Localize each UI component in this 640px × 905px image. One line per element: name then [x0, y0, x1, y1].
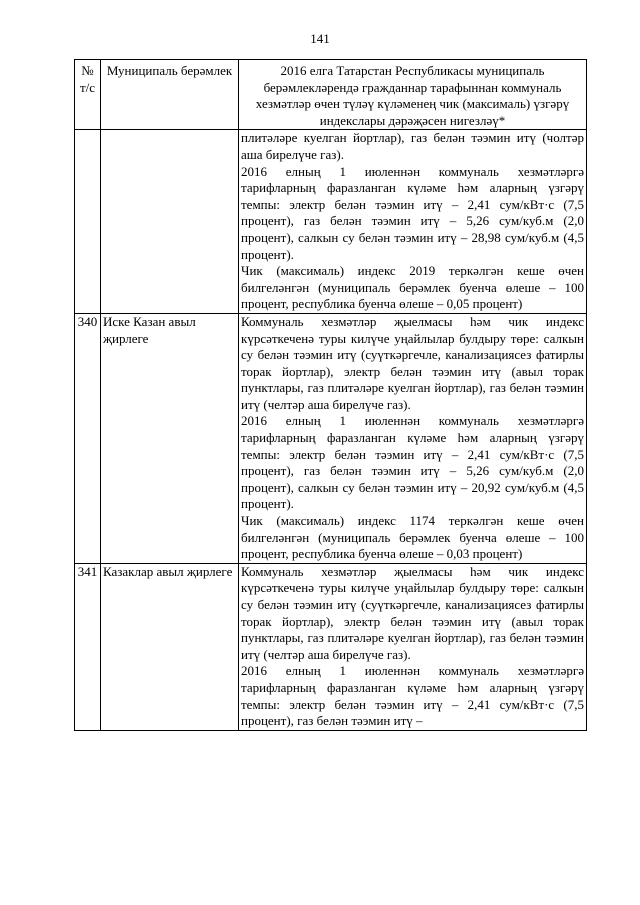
- table-header-row: [75, 60, 587, 130]
- description-paragraph: плитәләре куелган йортлар), газ белән тәэмин итү (чолтәр аша бирелүче газ).: [241, 130, 584, 162]
- cell-description: [239, 563, 587, 730]
- header-description: 2016 елга Татарстан Республикасы муниципаль берәмлекләрендә гражданнар тарафыннан коммуналь хезмәтләр өчен түләү күләменең чик (максималь) үзгәрү индекслары дәрәҗәсен нигезләү*: [239, 60, 587, 130]
- table-row-341: [75, 563, 587, 730]
- cell-description: [239, 313, 587, 563]
- municipality-name: Иске Казан авыл җирлеге: [101, 313, 239, 563]
- description-paragraph: 2016 елның 1 июленнән коммуналь хезмәтләргә тарифларның фаразланган күләме һәм аларның үзгәрү темпы: электр белән тәэмин итү – 2,41 сум/кВт·с (7,5 процент), газ белән тәэмин итү – 5,26 сум/куб.м (2,0 процент), салкын су белән тәэмин итү – 28,98 сум/куб.м (4,5 процент).: [241, 163, 584, 262]
- description-paragraph: Чик (максималь) индекс 1174 теркәлгән кеше өчен билгеләнгән (муниципаль берәмлек буенча өлеше – 100 процент, республика буенча өлеше – 0,03 процент): [241, 513, 584, 562]
- cell-description: [239, 130, 587, 314]
- description-paragraph: 2016 елның 1 июленнән коммуналь хезмәтләргә тарифларның фаразланган күләме һәм аларның үзгәрү темпы: электр белән тәэмин итү – 2,41 сум/кВт·с (7,5 процент), газ белән тәэмин итү – 5,26 сум/куб.м (2,0 процент), салкын су белән тәэмин итү – 20,92 сум/куб.м (4,5 процент).: [241, 413, 584, 512]
- cell-municipality-empty: [101, 130, 239, 314]
- cell-number-empty: [75, 130, 101, 314]
- description-paragraph: Коммуналь хезмәтләр җыелмасы һәм чик индекс күрсәткеченә туры килүче уңайлылар булдыру төре: салкын су белән тәэмин итү (суүткәргечле, канализациясез фатирлы торак йортлар), электр белән тәэмин итү (авыл торак пунктлары, газ плитәләре куелган йортлар), газ белән тәэмин итү (челтәр аша бирелүче газ).: [241, 313, 584, 412]
- description-paragraph: Чик (максималь) индекс 2019 теркәлгән кеше өчен билгеләнгән (муниципаль берәмлек буенча өлеше – 100 процент, республика буенча өлеше – 0,05 процент): [241, 263, 584, 312]
- table-row-continuation: [75, 130, 587, 314]
- page-number: 141: [310, 31, 330, 46]
- municipal-index-table: [74, 59, 587, 731]
- description-paragraph: Коммуналь хезмәтләр җыелмасы һәм чик индекс күрсәткеченә туры килүче уңайлылар булдыру төре: салкын су белән тәэмин итү (суүткәргечле, канализациясез фатирлы торак йортлар), электр белән тәэмин итү (авыл торак пунктлары, газ плитәләре куелган йортлар), газ белән тәэмин итү (челтәр аша бирелүче газ).: [241, 563, 584, 662]
- description-paragraph: 2016 елның 1 июленнән коммуналь хезмәтләргә тарифларның фаразланган күләме һәм аларның үзгәрү темпы: электр белән тәэмин итү – 2,41 сум/кВт·с (7,5 процент), газ белән тәэмин итү –: [241, 663, 584, 729]
- municipality-name: Казаклар авыл җирлеге: [101, 563, 239, 730]
- row-number: 341: [75, 563, 101, 730]
- row-number: 340: [75, 313, 101, 563]
- table-row-340: [75, 313, 587, 563]
- header-municipality: Муниципаль берәмлек: [101, 60, 239, 130]
- header-number: № т/с: [75, 60, 101, 130]
